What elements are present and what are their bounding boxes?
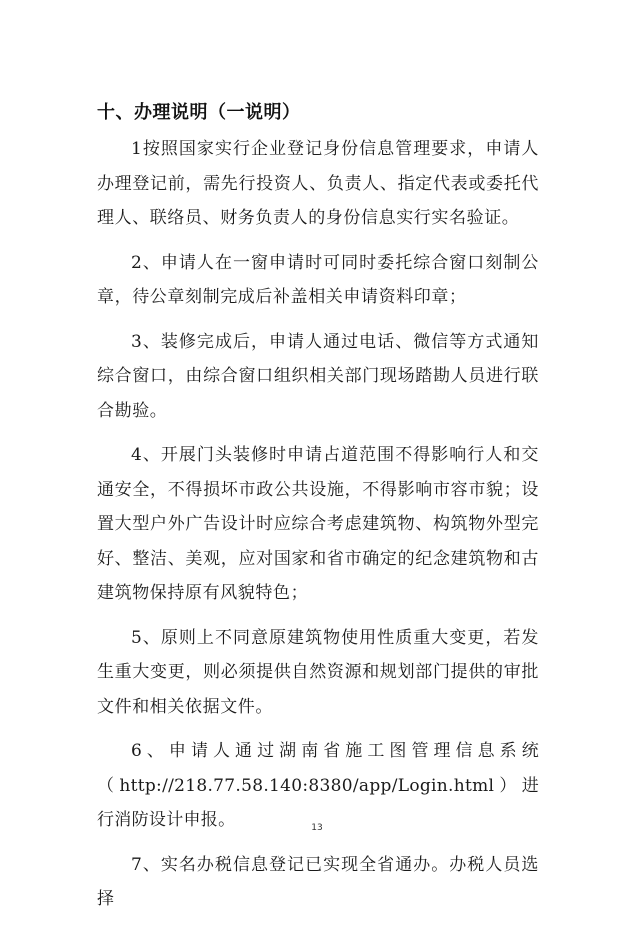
paragraph-1: 1按照国家实行企业登记身份信息管理要求，申请人办理登记前，需先行投资人、负责人、指定代表或委托代理人、联络员、财务负责人的身份信息实行实名验证。 — [97, 139, 539, 228]
paragraph-2: 2、申请人在一窗申请时可同时委托综合窗口刻制公章，待公章刻制完成后补盖相关申请资料印章； — [97, 252, 539, 307]
section-heading: 十、办理说明（一说明） — [97, 102, 301, 123]
body-text — [97, 132, 539, 927]
paragraph-7: 7、实名办税信息登记已实现全省通办。办税人员选择 — [97, 854, 539, 909]
paragraph-3: 3、装修完成后，申请人通过电话、微信等方式通知综合窗口，由综合窗口组织相关部门现场踏勘人员进行联合勘验。 — [97, 331, 539, 421]
paragraph-4: 4、开展门头装修时申请占道范围不得影响行人和交通安全，不得损坏市政公共设施，不得影响市容市貌；设置大型户外广告设计时应综合考虑建筑物、构筑物外型完好、整洁、美观，应对国家和省市确定的纪念建筑物和古建筑物保持原有风貌特色； — [97, 445, 539, 603]
page-number: 13 — [311, 823, 323, 833]
paragraph-6: 6、申请人通过湖南省施工图管理信息系统（http://218.77.58.140:8380/app/Login.html）进行消防设计申报。 — [97, 741, 539, 830]
paragraph-5: 5、原则上不同意原建筑物使用性质重大变更，若发生重大变更，则必须提供自然资源和规划部门提供的审批文件和相关依据文件。 — [97, 627, 539, 717]
